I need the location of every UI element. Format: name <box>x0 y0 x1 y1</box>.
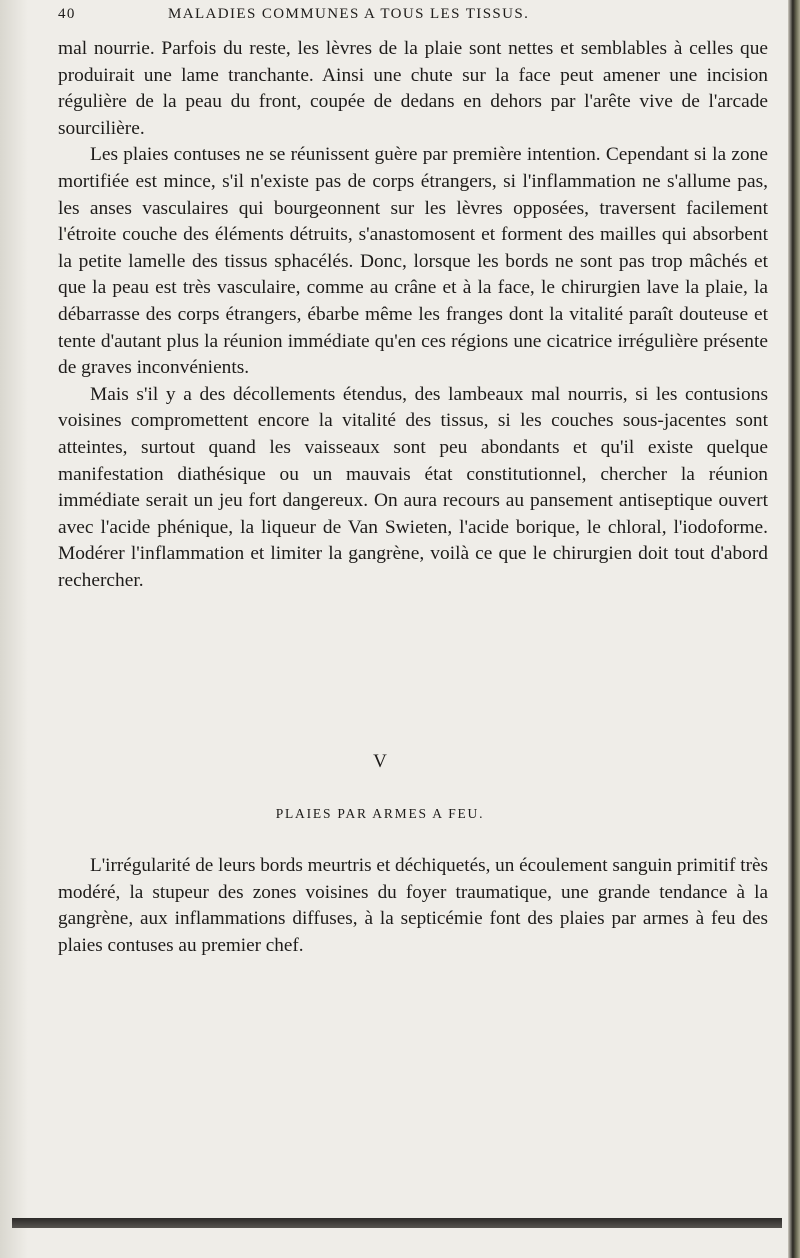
gutter-shadow <box>0 0 28 1258</box>
page-right-edge <box>788 0 800 1258</box>
section-title: PLAIES PAR ARMES A FEU. <box>275 806 485 821</box>
paragraph: mal nourrie. Parfois du reste, les lèvres de la plaie sont nettes et semblables à celles que produirait une lame tranchante. Ainsi une chute sur la face peut amener une incision régulière de la peau du front, coupée de dedans en dehors par l'arête vive de l'arcade sourcilière. <box>58 38 768 139</box>
paragraph: Les plaies contuses ne se réunissent guère par première intention. Cependant si la zone mortifiée est mince, s'il n'existe pas de corps étrangers, si l'inflammation ne s'allume pas, les anses vasculaires qui bourgeonnent sur les lèvres opposées, traversent facilement l'étroite couche des éléments détruits, s'anastomosent et forment des mailles qui absorbent la petite lamelle des tissus sphacélés. Donc, lorsque les bords ne sont pas trop mâchés et que la peau est très vasculaire, comme au crâne et à la face, le chirurgien lave la plaie, la débarrasse des corps étrangers, ébarbe même les franges dont la vitalité paraît douteuse et tente d'autant plus la réunion immédiate qu'en ces régions une cicatrice irrégulière présente de graves inconvénients. <box>58 144 768 379</box>
page-bottom-edge <box>12 1218 782 1228</box>
page-number: 40 <box>58 6 76 22</box>
paragraph: Mais s'il y a des décollements étendus, des lambeaux mal nourris, si les contusions voisines compromettent encore la vitalité des tissus, si les couches sous-jacentes sont atteintes, surtout quand les vaisseaux sont peu abondants et qu'il existe quelque manifestation diathésique ou un mauvais état constitutionnel, chercher la réunion immédiate serait un jeu fort dangereux. On aura recours au pansement antiseptique ouvert avec l'acide phénique, la liqueur de Van Swieten, l'acide borique, le chloral, l'iodoforme. Modérer l'inflammation et limiter la gangrène, voilà ce que le chirurgien doit tout d'abord rechercher. <box>58 383 768 591</box>
body-text-top <box>58 36 768 594</box>
paragraph: L'irrégularité de leurs bords meurtris et déchiquetés, un écoulement sanguin primitif très modéré, la stupeur des zones voisines du foyer traumatique, une grande tendance à la gangrène, aux inflammations diffuses, à la septicémie font des plaies par armes à feu des plaies contuses au premier chef. <box>58 855 769 956</box>
running-head <box>58 6 758 30</box>
body-text-bottom <box>58 853 768 959</box>
running-title: MALADIES COMMUNES A TOUS LES TISSUS. <box>168 6 530 22</box>
section-number: V <box>373 751 387 772</box>
